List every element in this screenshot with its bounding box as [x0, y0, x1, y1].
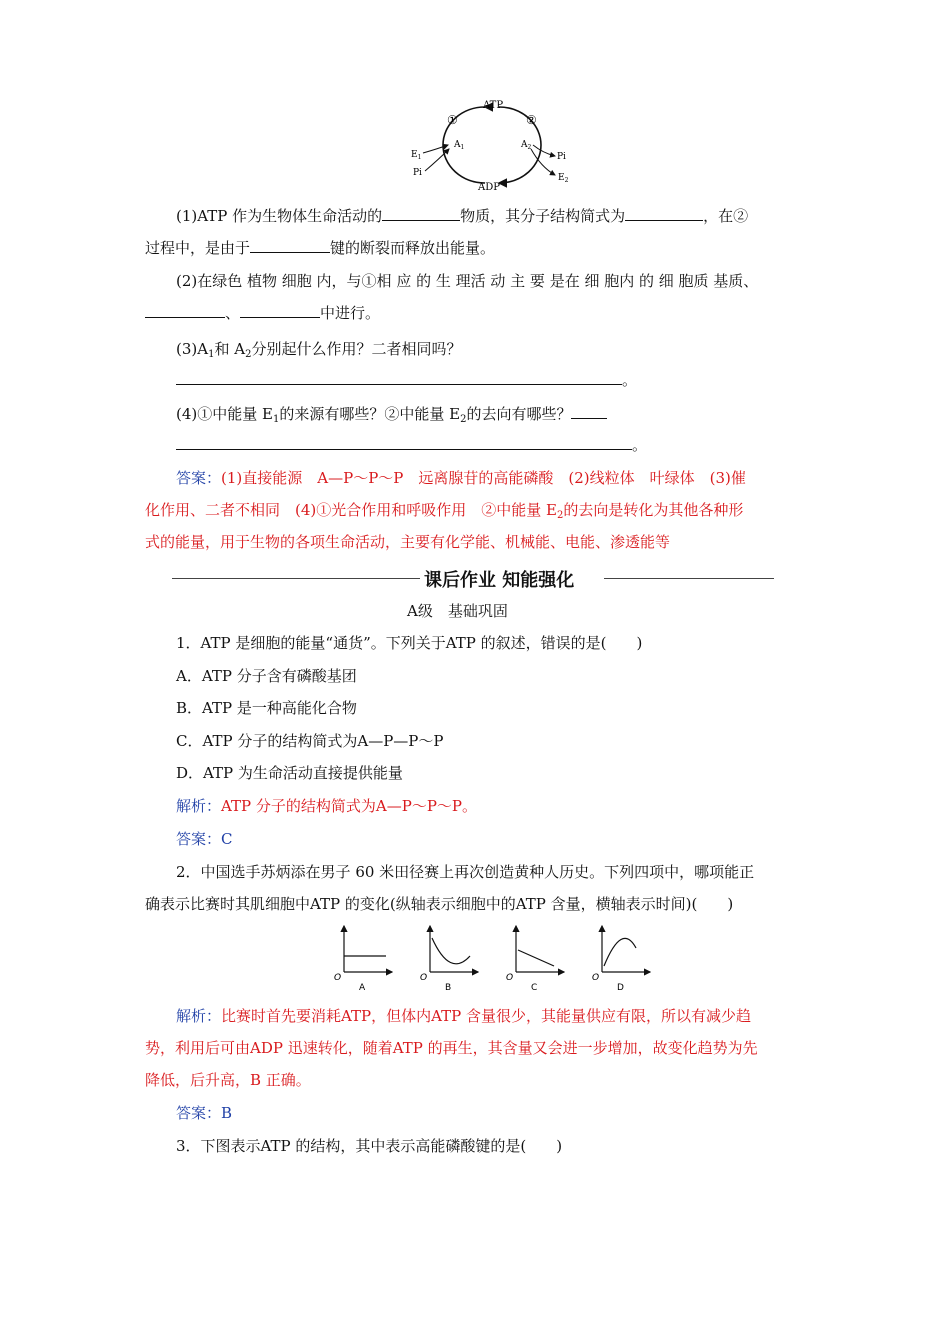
q1-stem: 1．ATP 是细胞的能量“通货”。下列关于ATP 的叙述，错误的是( ) [176, 634, 643, 652]
graph-d-origin: O [592, 973, 600, 983]
step-1-label: ① [447, 113, 458, 127]
q2-analysis-line-3: 降低，后升高，B 正确。 [145, 1071, 311, 1089]
q1-option-b: B．ATP 是一种高能化合物 [176, 699, 357, 717]
analysis-label: 解析： [176, 1007, 222, 1025]
part-2-tail: 中进行。 [320, 304, 381, 322]
graph-b-origin: O [420, 973, 428, 983]
part-4-answer-line [176, 435, 647, 455]
q2-graphs [332, 920, 662, 996]
q2-analysis-line-1 [176, 1006, 751, 1026]
graph-b [420, 926, 478, 993]
q1-answer [176, 829, 233, 849]
graph-b-curve [432, 938, 470, 964]
answer-1-text-1: (1)直接能源 A—P～P～P 远离腺苷的高能磷酸 (2)线粒体 叶绿体 (3)催 [221, 469, 746, 487]
blank [145, 303, 225, 318]
q2-stem-line-2: 确表示比赛时其肌细胞中ATP 的变化(纵轴表示细胞中的ATP 含量，横轴表示时间)( ) [145, 895, 734, 913]
graph-d-curve [604, 938, 636, 966]
graph-b-label: B [445, 983, 452, 993]
graph-d-label: D [617, 983, 624, 993]
part-4-sub2: 2 [460, 414, 467, 425]
graph-a-label: A [359, 983, 366, 993]
q2-analysis-line-2: 势，利用后可由ADP 迅速转化，随着ATP 的再生，其含量又会进一步增加，故变化趋势为先 [145, 1039, 758, 1057]
answer-label: 答案： [176, 1104, 222, 1122]
q2-analysis-text-1: 比赛时首先要消耗ATP，但体内ATP 含量很少，其能量供应有限，所以有减少趋 [221, 1007, 752, 1025]
part-3-line-1 [176, 339, 461, 365]
part-3-b: 和 A [214, 340, 246, 358]
section-title: 课后作业 知能强化 [424, 570, 575, 591]
e1-label: $E_1$ [411, 150, 422, 161]
blank [240, 303, 320, 318]
q1-option-c: C．ATP 分子的结构简式为A—P—P～P [176, 732, 444, 750]
blank [176, 435, 632, 450]
answer-1-line-3: 式的能量，用于生物的各项生命活动，主要有化学能、机械能、电能、渗透能等 [145, 533, 671, 551]
answer-1-line-1 [176, 468, 746, 488]
answer-1-line-2 [145, 500, 743, 526]
pi-in-label: Pi [413, 168, 422, 178]
part-3-a: (3)A [176, 340, 209, 358]
graph-a-origin: O [334, 973, 342, 983]
part-4-b: 的来源有哪些？②中能量 E [279, 405, 461, 423]
q2-stem-line-1: 2．中国选手苏炳添在男子 60 米田径赛上再次创造黄种人历史。下列四项中，哪项能正 [176, 863, 755, 881]
part-4-c: 的去向有哪些？ [466, 405, 572, 423]
q2-answer [176, 1103, 232, 1123]
heading-rule-left [172, 578, 420, 579]
answer-1-sub: 2 [556, 510, 564, 521]
part-4-end: 。 [632, 436, 648, 454]
q3-stem: 3．下图表示ATP 的结构，其中表示高能磷酸键的是( ) [176, 1137, 563, 1155]
answer-label: 答案： [176, 830, 222, 848]
graph-c-curve [518, 950, 554, 966]
q1-option-d: D．ATP 为生命活动直接提供能量 [176, 764, 403, 782]
part-1-text-c: ，在② [703, 207, 749, 225]
blank [250, 238, 330, 253]
blank [571, 404, 607, 419]
part-1-line-2b: 键的断裂而释放出能量。 [330, 239, 496, 257]
pi-out-label: Pi [557, 152, 566, 162]
graph-d [592, 926, 650, 993]
graph-c-origin: O [506, 973, 514, 983]
part-3-sub2: 2 [245, 349, 252, 360]
heading-rule-right [604, 578, 774, 579]
part-4-line-1 [176, 404, 607, 430]
q1-answer-value: C [221, 830, 233, 848]
level-title: A级 基础巩固 [407, 602, 508, 620]
atp-adp-cycle-diagram [405, 95, 585, 195]
part-1-text-b: 物质，其分子结构简式为 [460, 207, 626, 225]
answer-1-text-2a: 化作用、二者不相同 (4)①光合作用和呼吸作用 ②中能量 E [145, 501, 557, 519]
graph-c [506, 926, 564, 993]
graph-c-label: C [531, 983, 538, 993]
analysis-label: 解析： [176, 797, 222, 815]
part-2-line-2 [145, 303, 380, 323]
graph-a [334, 926, 392, 993]
e2-arrow [531, 149, 555, 175]
part-4-sub1: 1 [272, 414, 280, 425]
pi-out-arrow [533, 145, 555, 156]
a1-label: $A_1$ [454, 140, 465, 151]
part-1-line-1 [176, 206, 748, 226]
q1-option-a: A．ATP 分子含有磷酸基团 [176, 667, 357, 685]
cycle-adp-label: ADP [478, 182, 500, 193]
part-3-sub1: 1 [208, 349, 215, 360]
part-3-c: 分别起什么作用？二者相同吗？ [251, 340, 462, 358]
part-1-line-2 [145, 238, 495, 258]
q1-analysis-text: ATP 分子的结构简式为A—P～P～P。 [221, 797, 478, 815]
blank [176, 370, 622, 385]
blank [382, 206, 460, 221]
answer-label: 答案： [176, 469, 222, 487]
part-2-sep: 、 [225, 304, 241, 322]
q2-answer-value: B [221, 1104, 233, 1122]
a2-label: $A_2$ [521, 140, 532, 151]
part-2-line-1: (2)在绿色 植物 细胞 内，与①相 应 的 生 理活 动 主 要 是在 细 胞内 的 细 胞质 基质、 [176, 272, 759, 290]
answer-1-text-2b: 的去向是转化为其他各种形 [563, 501, 744, 519]
part-3-end: 。 [622, 371, 638, 389]
step-2-label: ② [526, 113, 537, 127]
e2-label: $E_2$ [558, 173, 569, 184]
cycle-atp-label: ATP [483, 100, 504, 111]
blank [625, 206, 703, 221]
q1-analysis [176, 796, 477, 816]
part-4-a: (4)①中能量 E [176, 405, 273, 423]
part-1-line-2a: 过程中，是由于 [145, 239, 251, 257]
part-3-answer-line [176, 370, 637, 390]
part-1-text-a: (1)ATP 作为生物体生命活动的 [176, 207, 383, 225]
